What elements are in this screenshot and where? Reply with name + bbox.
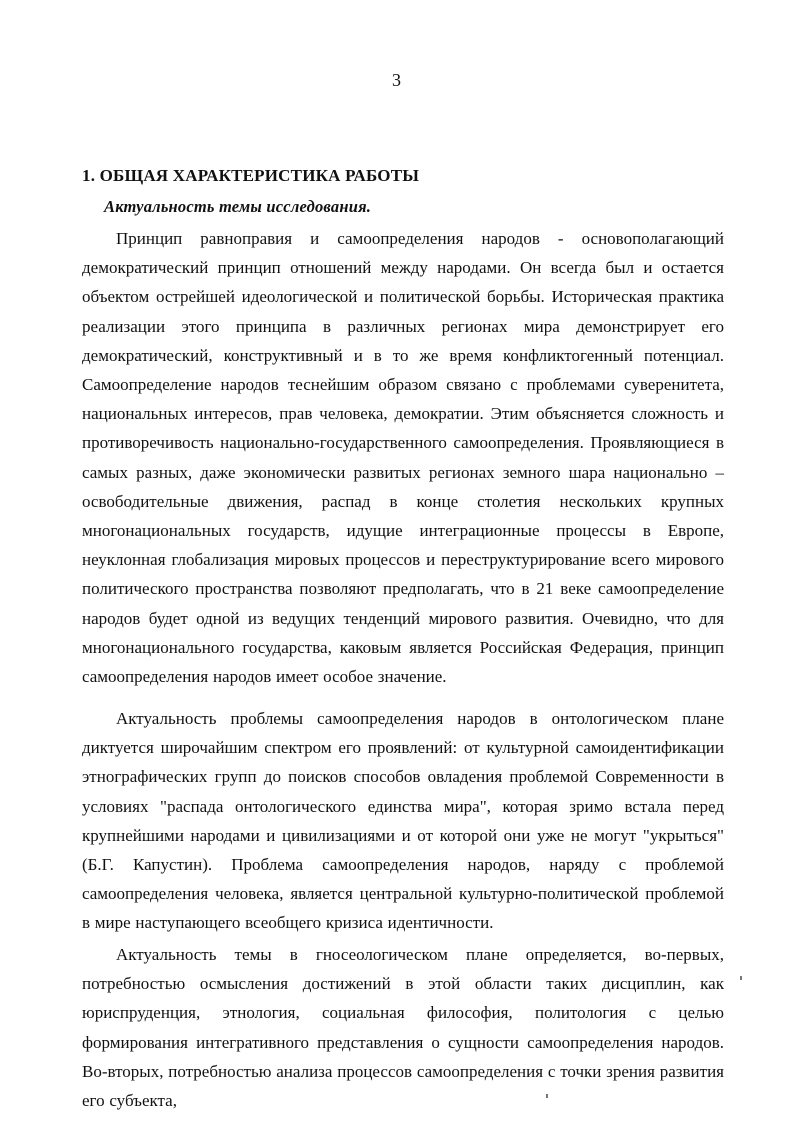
paragraph-gnoseological: Актуальность темы в гносеологическом плане определяется, во-первых, потребностью осмысления достижений в этой области таких дисциплин, как юриспруденция, этнология, социальная философия, политология с целью формирования интегративного представления о сущности самоопределения народов. Во-вторых, потребностью анализа процессов самоопределения с точки зрения развития его субъекта, (82, 945, 724, 1111)
scan-speck (740, 976, 742, 980)
section-title: 1. ОБЩАЯ ХАРАКТЕРИСТИКА РАБОТЫ (82, 166, 420, 185)
paragraph-principle: Принцип равноправия и самоопределения народов - основополагающий демократический принцип отношений между народами. Он всегда был и остается объектом острейшей идеологической и политической борьбы. Историческая практика реализации этого принципа в различных регионах мира демонстрирует его демократический, конструктивный и в то же время конфликтогенный потенциал. Самоопределение народов теснейшим образом связано с проблемами суверенитета, национальных интересов, прав человека, демократии. Этим объясняется сложность и противоречивость национально-государственного самоопределения. Проявляющиеся в самых разных, даже экономически развитых регионах земного шара национально – освободительные движения, распад в конце столетия нескольких крупных многонациональных государств, идущие интеграционные процессы в Европе, неуклонная глобализация мировых процессов и переструктурирование всего мирового политического пространства позволяют предполагать, что в 21 веке самоопределение народов будет одной из ведущих тенденций мирового развития. Очевидно, что для многонационального государства, каковым является Российская Федерация, принцип самоопределения народов имеет особое значение. (82, 229, 724, 687)
scan-speck (546, 1094, 548, 1098)
paragraph-ontological: Актуальность проблемы самоопределения народов в онтологическом плане диктуется широчайшим спектром его проявлений: от культурной самоидентификации этнографических групп до поисков способов овладения проблемой Современности в условиях "распада онтологического единства мира", которая зримо встала перед крупнейшими народами и цивилизациями и от которой они уже не могут "укрыться" (Б.Г. Капустин). Проблема самоопределения народов, наряду с проблемой самоопределения человека, является центральной культурно-политической проблемой в мире наступающего всеобщего кризиса идентичности. (82, 709, 724, 933)
subheading-relevance: Актуальность темы исследования. (104, 197, 372, 216)
page-number: 3 (392, 70, 401, 90)
